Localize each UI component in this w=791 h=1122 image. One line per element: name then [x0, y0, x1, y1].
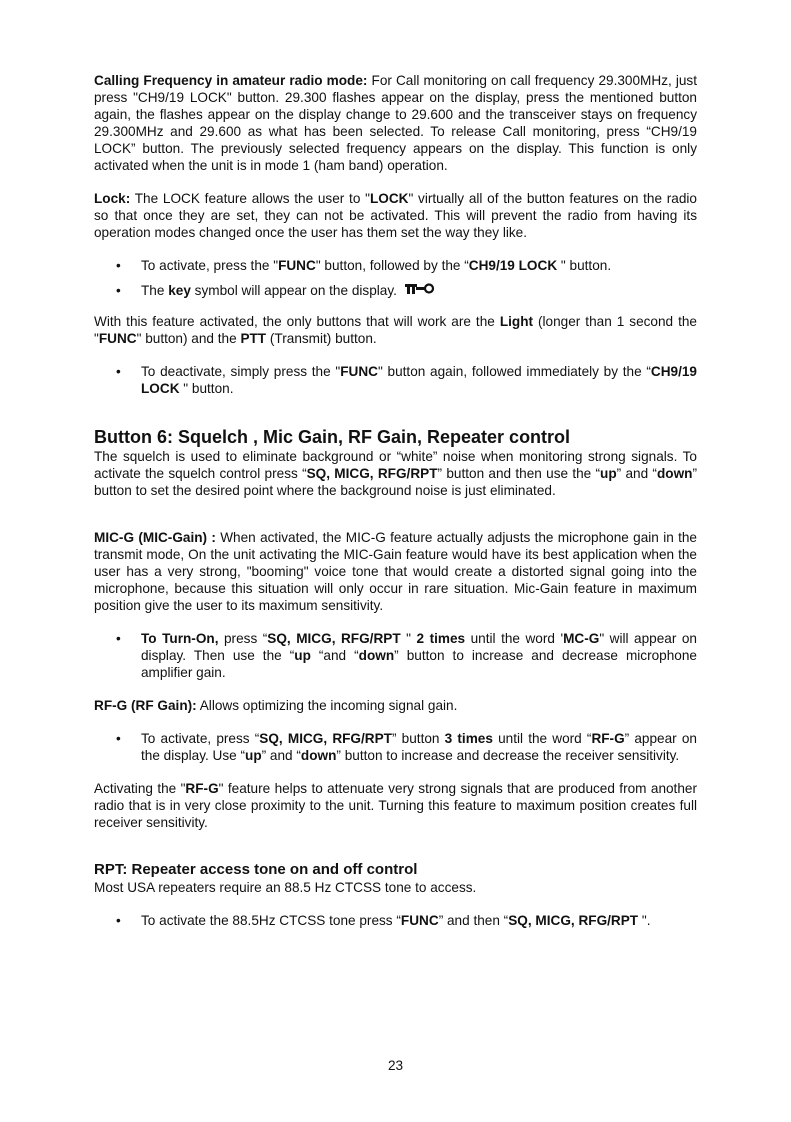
paragraph-bold: PTT: [240, 331, 267, 346]
item-bold: FUNC: [340, 364, 378, 379]
item-text: ” and “: [261, 748, 301, 763]
item-bold: FUNC: [400, 913, 439, 928]
item-text: ": [400, 631, 417, 646]
lock-bold: LOCK: [369, 191, 409, 206]
item-bold: To Turn-On,: [141, 631, 219, 646]
item-bold: RF-G: [591, 731, 625, 746]
paragraph-text: ” and “: [616, 466, 657, 481]
bullet: •: [116, 364, 121, 379]
bullet: •: [116, 258, 121, 273]
bullet: •: [116, 731, 121, 746]
item-text: To deactivate, simply press the ": [141, 364, 341, 379]
list-item: [94, 630, 697, 681]
squelch-paragraph: [94, 448, 697, 499]
rfg-paragraph: [94, 697, 697, 714]
item-bold: CH9/19 LOCK: [141, 364, 697, 396]
manual-page: [94, 72, 697, 929]
lock-text: " virtually all of the button features on the radio so that once they are set, they can not be activated. This will prevent the radio from having its operation modes changed once the user has them set the way they like.: [94, 191, 697, 240]
item-text: " button, followed by the “: [315, 258, 469, 273]
item-text: ” button to increase and decrease microphone amplifier gain.: [141, 648, 697, 680]
paragraph-text: Activating the ": [94, 781, 186, 796]
lock-paragraph: [94, 190, 697, 241]
item-text: symbol will appear on the display.: [190, 283, 397, 298]
micg-label: MIC-G (MIC-Gain) :: [94, 530, 216, 545]
key-icon: [405, 283, 435, 300]
item-bold: up: [294, 648, 311, 663]
paragraph-text: When activated, the MIC-G feature actually adjusts the microphone gain in the transmit mode, On the unit activating the MIC-Gain feature would have its best application when the user has a very strong, "booming" voice tone that would create a distorted signal going into the microphone, because this situation will only occur in rare situation. Mic-Gain feature in maximum position give the user to its maximum sensitivity.: [94, 530, 697, 613]
micg-list: [94, 630, 697, 681]
item-bold: down: [358, 648, 395, 663]
bullet: •: [116, 913, 121, 928]
paragraph-text: (longer than 1 second the ": [94, 314, 697, 346]
paragraph-bold: Light: [499, 314, 534, 329]
paragraph-text: ” button to set the desired point where the background noise is just eliminated.: [94, 466, 697, 498]
lock-label: Lock:: [94, 191, 131, 206]
rfg-label: RF-G (RF Gain):: [94, 698, 197, 713]
item-bold: MC-G: [563, 631, 600, 646]
list-item: [94, 730, 697, 764]
calling-frequency-label: Calling Frequency in amateur radio mode:: [94, 73, 368, 88]
item-text: until the word “: [492, 731, 592, 746]
list-item: [94, 257, 697, 274]
paragraph-text: (Transmit) button.: [266, 331, 377, 346]
list-item: [94, 282, 697, 300]
rpt-list: [94, 912, 697, 929]
item-text: until the word ': [465, 631, 564, 646]
paragraph-text: ” button and then use the “: [437, 466, 601, 481]
paragraph-text: Allows optimizing the incoming signal gain.: [196, 698, 458, 713]
paragraph-bold: up: [600, 466, 617, 481]
item-text: ” and then “: [438, 913, 509, 928]
bullet: •: [116, 283, 121, 298]
calling-frequency-text: For Call monitoring on call frequency 29.300MHz, just press "CH9/19 LOCK" button. 29.300 flashes appear on the display, press the mentioned button again, the flashes appear on the display change to 29.600 and the transceiver stays on frequency 29.300MHz and 29.600 as what has been selected. To release Call monitoring, press “CH9/19 LOCK” button. The previously selected frequency appears on the display. This function is only activated when the unit is in mode 1 (ham band) operation.: [94, 73, 697, 173]
item-text: To activate the 88.5Hz CTCSS tone press “: [141, 913, 401, 928]
paragraph-text: With this feature activated, the only buttons that will work are the: [94, 314, 500, 329]
bullet: •: [116, 631, 121, 646]
item-bold: up: [245, 748, 262, 763]
calling-frequency-paragraph: [94, 72, 697, 174]
rfg-list: [94, 730, 697, 764]
paragraph-text: " button) and the: [136, 331, 241, 346]
item-text: ” button: [391, 731, 445, 746]
lock-activated-paragraph: [94, 313, 697, 347]
item-text: To activate, press “: [141, 731, 260, 746]
item-text: " will appear on display. Then use the “: [141, 631, 697, 663]
page-number: 23: [387, 1058, 404, 1073]
item-text: press “: [218, 631, 268, 646]
lock-deactivate-list: [94, 363, 697, 397]
micg-paragraph: [94, 529, 697, 614]
button6-heading: Button 6: Squelch , Mic Gain, RF Gain, Repeater control: [94, 427, 571, 447]
list-item: [94, 363, 697, 397]
item-bold: SQ, MICG, RFG/RPT: [267, 631, 401, 646]
item-text: ” button to increase and decrease the receiver sensitivity.: [336, 748, 680, 763]
item-bold: 3 times: [444, 731, 493, 746]
item-text: “and “: [310, 648, 359, 663]
rpt-heading: RPT: Repeater access tone on and off control: [94, 861, 418, 878]
paragraph-bold: RF-G: [185, 781, 219, 796]
item-bold: FUNC: [278, 258, 316, 273]
rfg-activating-paragraph: [94, 780, 697, 831]
lock-activate-list: [94, 257, 697, 300]
item-bold: 2 times: [416, 631, 466, 646]
rpt-paragraph: Most USA repeaters require an 88.5 Hz CTCSS tone to access.: [94, 880, 477, 895]
item-text: " button again, followed immediately by the “: [377, 364, 651, 379]
list-item: [94, 912, 697, 929]
item-text: The: [141, 283, 169, 298]
item-text: ” appear on the display. Use “: [141, 731, 697, 763]
lock-text: The LOCK feature allows the user to ": [130, 191, 370, 206]
item-bold: down: [300, 748, 337, 763]
paragraph-text: The squelch is used to eliminate background or “white” noise when monitoring strong signals. To activate the squelch control press “: [94, 449, 697, 481]
item-text: To activate, press the ": [141, 258, 279, 273]
item-text: ".: [641, 913, 651, 928]
item-text: " button.: [560, 258, 612, 273]
item-bold: key: [168, 283, 191, 298]
item-bold: SQ, MICG, RFG/RPT: [508, 913, 642, 928]
paragraph-bold: down: [656, 466, 693, 481]
item-bold: CH9/19 LOCK: [468, 258, 561, 273]
paragraph-bold: FUNC: [98, 331, 137, 346]
paragraph-bold: SQ, MICG, RFG/RPT: [306, 466, 438, 481]
paragraph-text: " feature helps to attenuate very strong signals that are produced from another radio that is in very close proximity to the unit. Turning this feature to maximum position creates full receiver sensitivity.: [94, 781, 697, 830]
item-bold: SQ, MICG, RFG/RPT: [259, 731, 392, 746]
item-text: " button.: [183, 381, 234, 396]
